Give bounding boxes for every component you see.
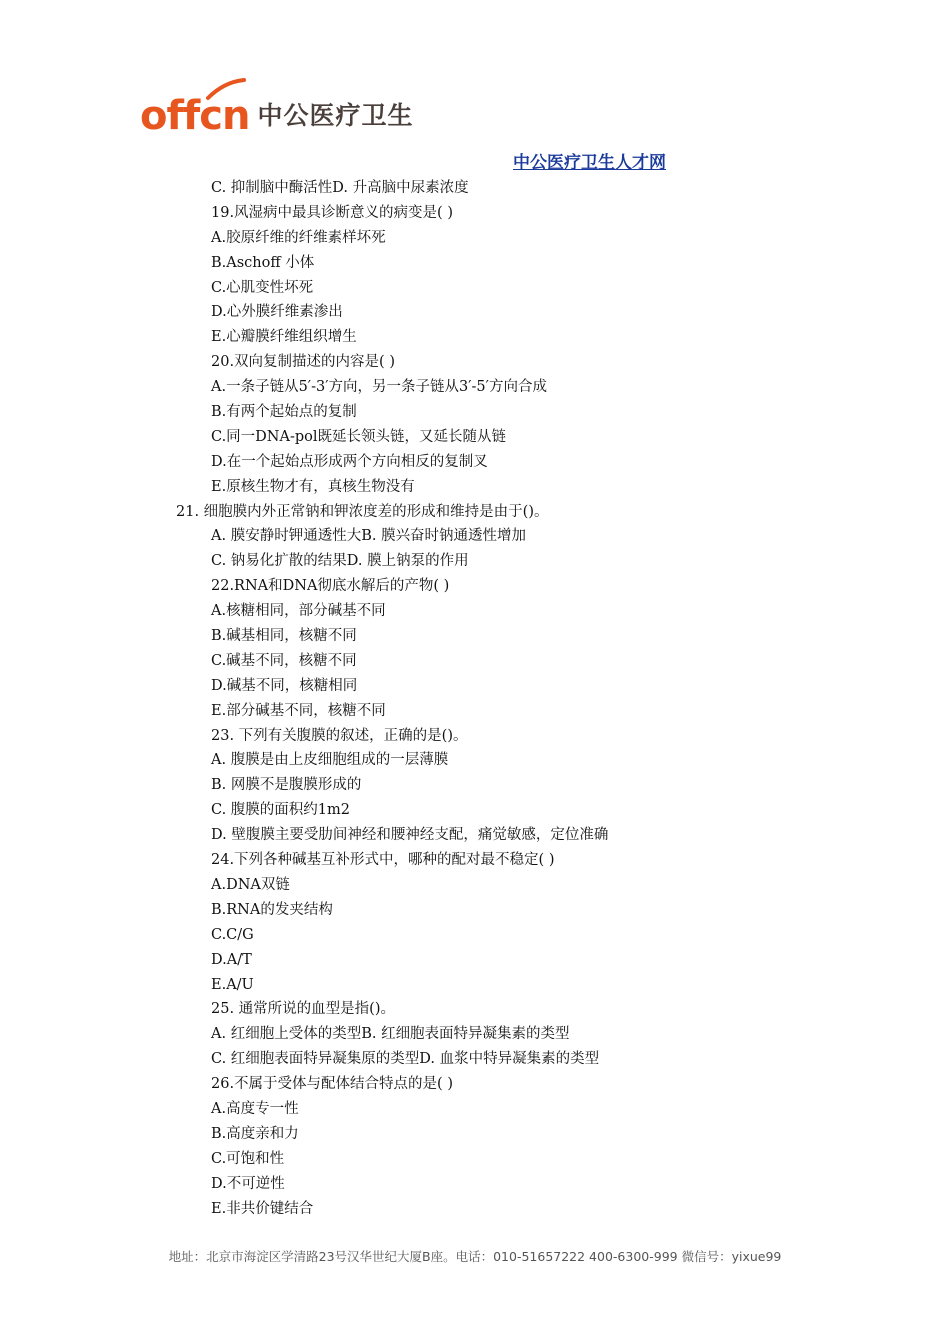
option-line: B.碱基相同，核糖不同	[211, 628, 357, 645]
logo-name: 中公医疗卫生	[257, 101, 414, 130]
option-line: C.C/G	[211, 926, 254, 943]
option-line: D.心外膜纤维素渗出	[211, 304, 343, 321]
option-line: D.不可逆性	[211, 1175, 285, 1192]
option-line: C. 腹膜的面积约1m2	[211, 802, 350, 819]
question-stem: 25. 通常所说的血型是指()。	[211, 1001, 395, 1018]
option-line: E.部分碱基不同，核糖不同	[211, 702, 386, 719]
option-line: D.在一个起始点形成两个方向相反的复制叉	[211, 453, 488, 470]
question-stem: 26.不属于受体与配体结合特点的是( )	[211, 1076, 453, 1093]
option-line: A. 腹膜是由上皮细胞组成的一层薄膜	[211, 752, 449, 769]
option-line: C.可饱和性	[211, 1150, 285, 1167]
question-stem: 19.风湿病中最具诊断意义的病变是( )	[211, 204, 453, 221]
option-line: D. 壁腹膜主要受肋间神经和腰神经支配，痛觉敏感，定位准确	[211, 827, 609, 844]
option-line: C.同一DNA-pol既延长领头链，又延长随从链	[211, 428, 507, 445]
option-line: A.DNA双链	[211, 876, 290, 893]
option-line: D.碱基不同，核糖相同	[211, 677, 358, 694]
option-line: A. 红细胞上受体的类型B. 红细胞表面特异凝集素的类型	[211, 1026, 570, 1043]
option-line: A. 膜安静时钾通透性大B. 膜兴奋时钠通透性增加	[211, 528, 527, 545]
footer-address: 地址：北京市海淀区学清路23号汉华世纪大厦B座。电话：010-51657222 400-6300-999 微信号：yixue99	[168, 1249, 782, 1264]
option-line: B.有两个起始点的复制	[211, 404, 357, 421]
option-line: A.一条子链从5′-3′方向，另一条子链从3′-5′方向合成	[211, 379, 547, 396]
option-line: C.碱基不同，核糖不同	[211, 652, 357, 669]
question-stem: 20.双向复制描述的内容是( )	[211, 354, 395, 371]
question-stem: 24.下列各种碱基互补形式中，哪种的配对最不稳定( )	[211, 852, 555, 869]
option-line: B.RNA的发夹结构	[211, 901, 333, 918]
option-line: E.非共价键结合	[211, 1200, 314, 1217]
question-stem: 21. 细胞膜内外正常钠和钾浓度差的形成和维持是由于()。	[176, 503, 549, 520]
question-stem: 22.RNA和DNA彻底水解后的产物( )	[211, 578, 450, 595]
site-link[interactable]: 中公医疗卫生人才网	[513, 153, 666, 173]
option-line: D.A/T	[211, 951, 252, 968]
option-line: E.A/U	[211, 976, 254, 993]
question-list	[0, 176, 950, 1221]
option-line: A.胶原纤维的纤维素样坏死	[211, 229, 386, 246]
option-line: E.心瓣膜纤维组织增生	[211, 329, 357, 346]
option-line: B. 网膜不是腹膜形成的	[211, 777, 362, 794]
logo-swoosh-icon	[206, 78, 246, 102]
option-line: C. 钠易化扩散的结果D. 膜上钠泵的作用	[211, 553, 469, 570]
option-line: A.高度专一性	[211, 1100, 299, 1117]
offcn-logo	[140, 86, 414, 139]
option-line: E.原核生物才有，真核生物没有	[211, 478, 415, 495]
option-line: C.心肌变性坏死	[211, 279, 314, 296]
logo-mark: offcn	[140, 93, 250, 139]
option-line: A.核糖相同，部分碱基不同	[211, 603, 386, 620]
text-line: C. 抑制脑中酶活性D. 升高脑中尿素浓度	[211, 180, 469, 196]
option-line: B.高度亲和力	[211, 1125, 299, 1142]
option-line: C. 红细胞表面特异凝集原的类型D. 血浆中特异凝集素的类型	[211, 1051, 600, 1068]
question-stem: 23. 下列有关腹膜的叙述，正确的是()。	[211, 727, 468, 744]
option-line: B.Aschoff 小体	[211, 254, 315, 271]
